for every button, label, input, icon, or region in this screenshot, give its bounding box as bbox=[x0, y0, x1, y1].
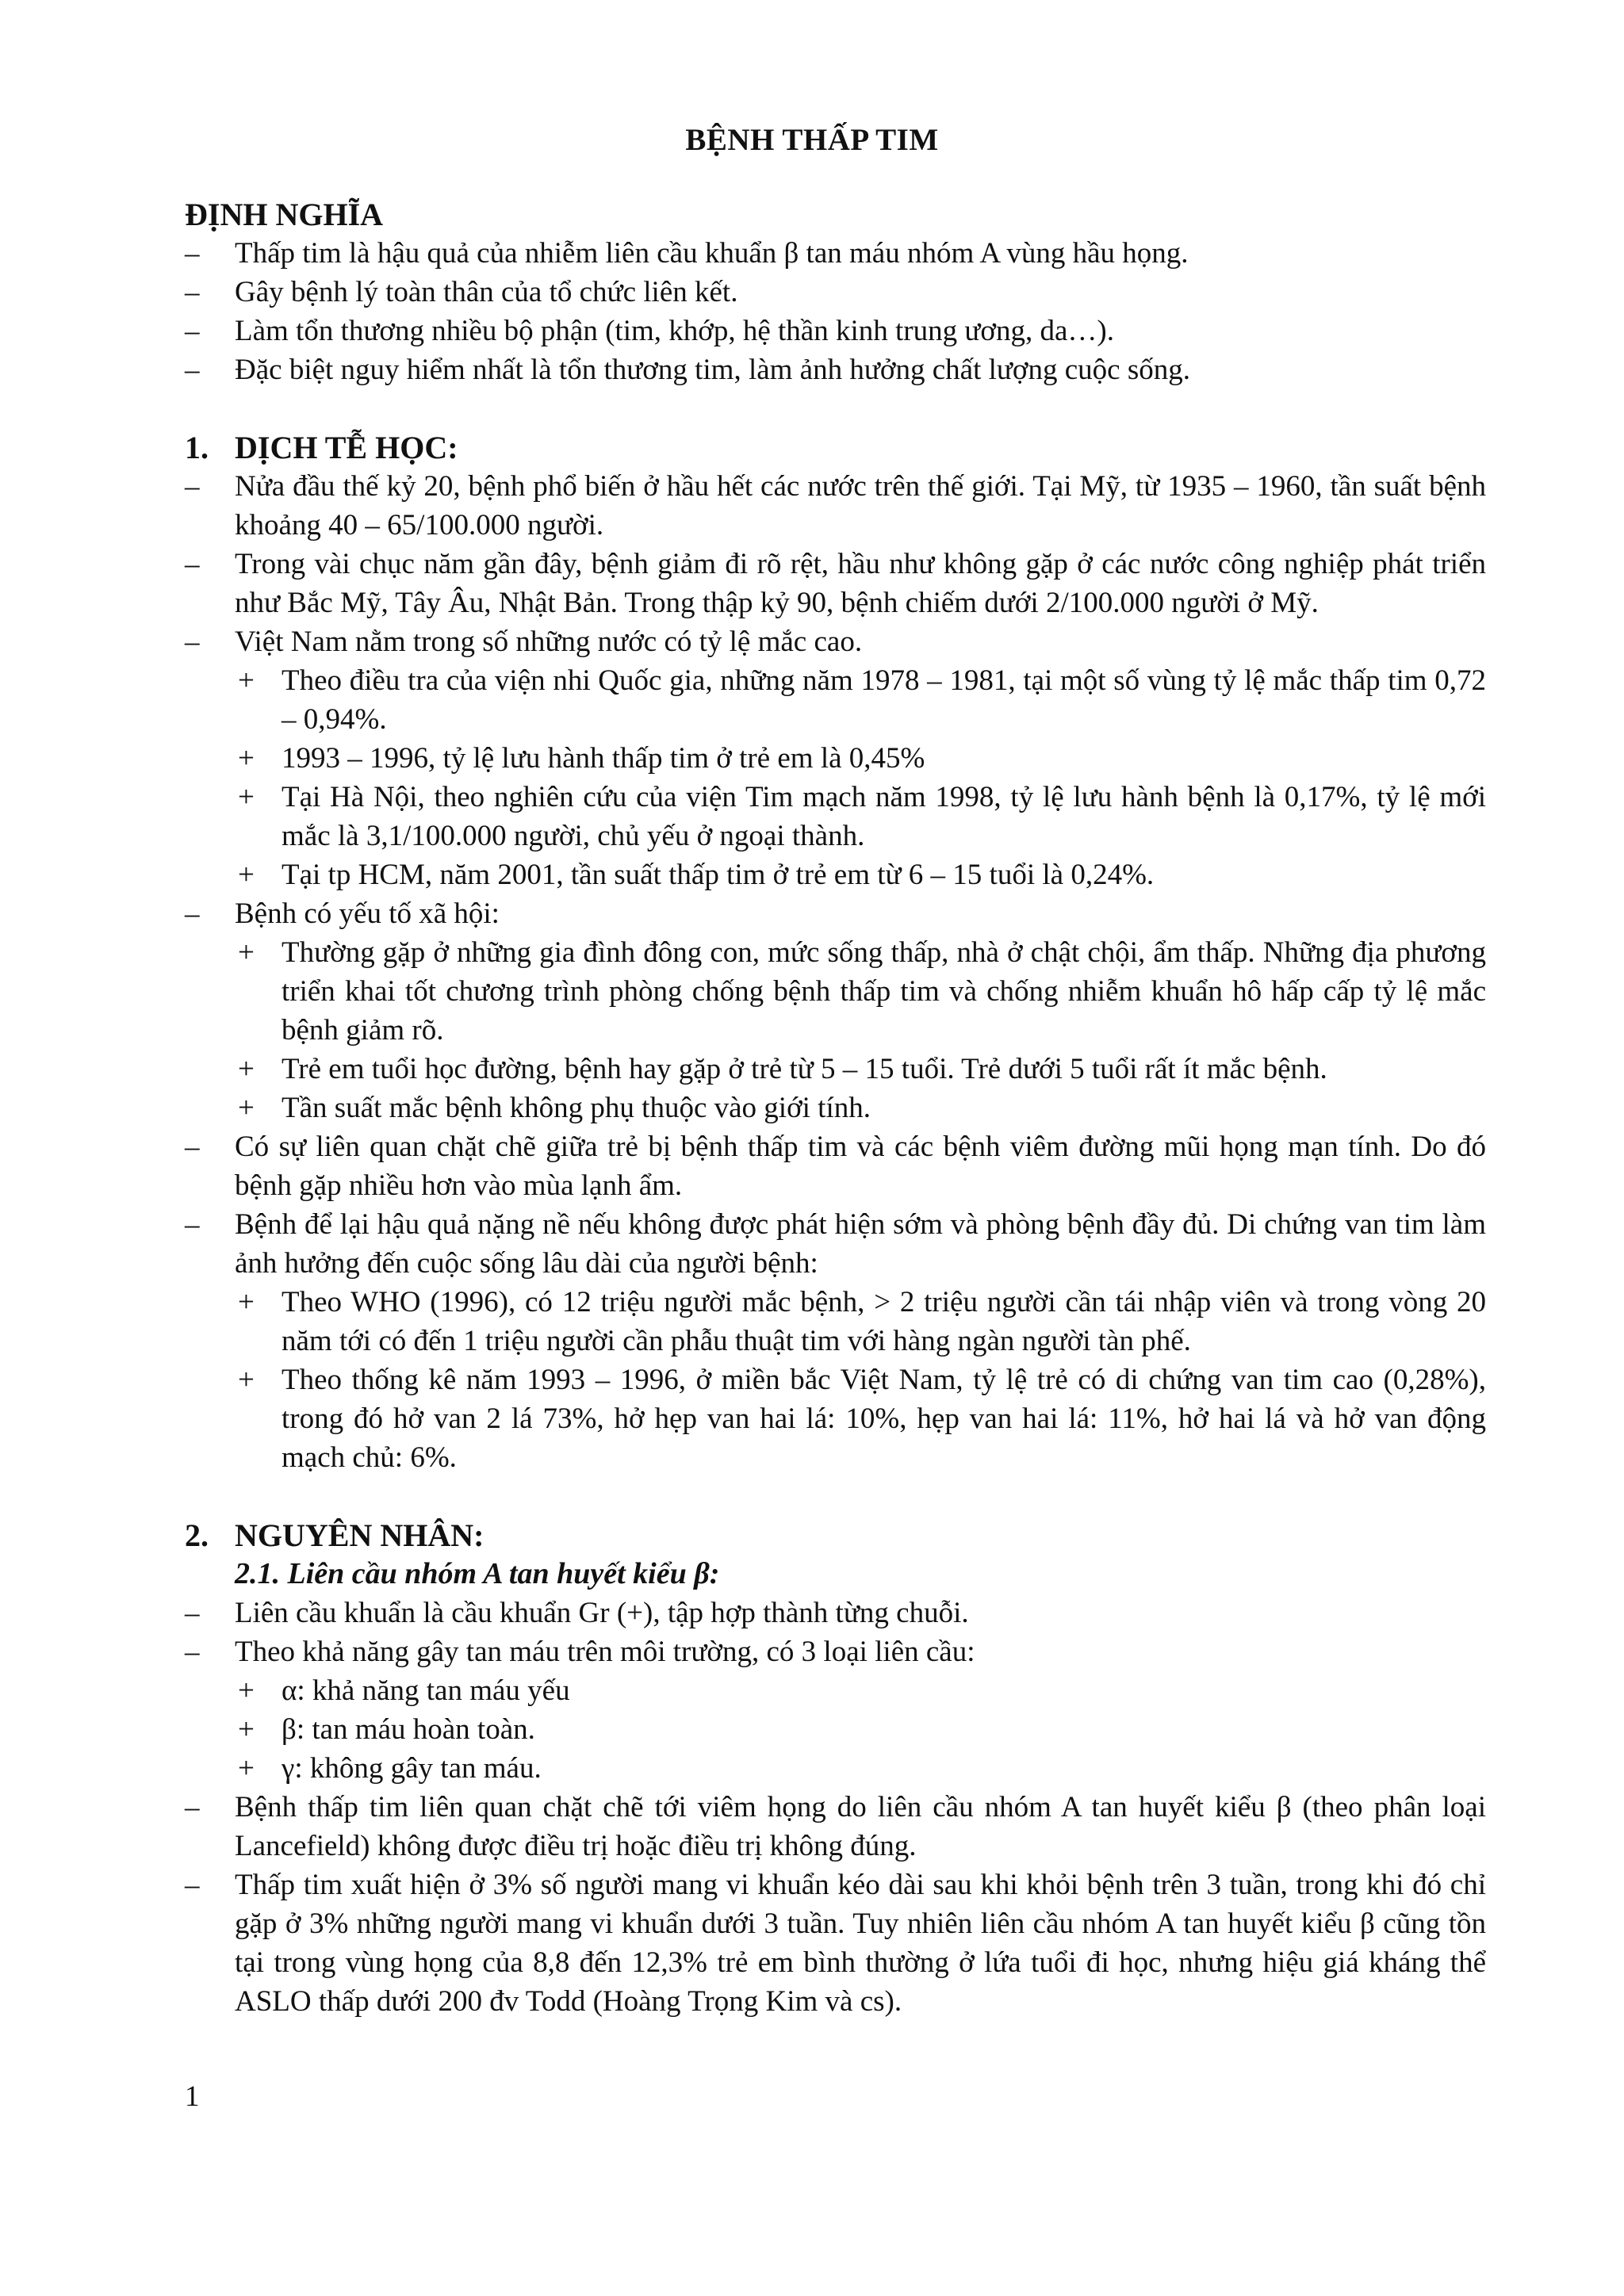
vn-subitem: + Theo điều tra của viện nhi Quốc gia, những năm 1978 – 1981, tại một số vùng tỷ lệ mắc thấp tim 0,72 – 0,94%. bbox=[282, 661, 1486, 739]
social-subitem: + Thường gặp ở những gia đình đông con, mức sống thấp, nhà ở chật chội, ẩm thấp. Những địa phương triển khai tốt chương trình phòng chống bệnh thấp tim và chống nhiễm khuẩn hô hấp cấp tỷ lệ mắc bệnh giảm rõ. bbox=[282, 933, 1486, 1050]
dash-marker: – bbox=[185, 470, 200, 503]
dash-marker: – bbox=[185, 548, 200, 580]
definition-item: – Đặc biệt nguy hiểm nhất là tổn thương tim, làm ảnh hưởng chất lượng cuộc sống. bbox=[235, 350, 1486, 389]
definition-item: – Thấp tim là hậu quả của nhiễm liên cầu khuẩn β tan máu nhóm A vùng hầu họng. bbox=[235, 234, 1486, 273]
social-subitem: + Trẻ em tuổi học đường, bệnh hay gặp ở trẻ từ 5 – 15 tuổi. Trẻ dưới 5 tuổi rất ít mắc bệnh. bbox=[282, 1050, 1486, 1089]
dash-marker: – bbox=[185, 626, 200, 658]
plus-marker: + bbox=[238, 1092, 255, 1124]
plus-marker: + bbox=[238, 781, 255, 813]
dash-marker: – bbox=[185, 1869, 200, 1901]
plus-marker: + bbox=[238, 936, 255, 969]
vn-subitem: + Tại Hà Nội, theo nghiên cứu của viện Tim mạch năm 1998, tỷ lệ lưu hành bệnh là 0,17%, tỷ lệ mới mắc là 3,1/100.000 người, chủ yếu ở ngoại thành. bbox=[282, 778, 1486, 855]
dash-marker: – bbox=[185, 354, 200, 386]
plus-marker: + bbox=[238, 1713, 255, 1746]
streptococcus-type: + γ: không gây tan máu. bbox=[282, 1749, 1486, 1788]
sequelae-item: – Bệnh để lại hậu quả nặng nề nếu không được phát hiện sớm và phòng bệnh đầy đủ. Di chứng van tim làm ảnh hưởng đến cuộc sống lâu dài của người bệnh: bbox=[235, 1205, 1486, 1283]
dash-marker: – bbox=[185, 1791, 200, 1823]
sequelae-subitem: + Theo thống kê năm 1993 – 1996, ở miền bắc Việt Nam, tỷ lệ trẻ có di chứng van tim cao (0,28%), trong đó hở van 2 lá 73%, hở hẹp van hai lá: 10%, hẹp van hai lá: 11%, hở hai lá và hở van động mạch chủ: 6%. bbox=[282, 1360, 1486, 1477]
section-number: 2. bbox=[185, 1517, 209, 1553]
social-subitem: + Tần suất mắc bệnh không phụ thuộc vào giới tính. bbox=[282, 1089, 1486, 1127]
epidemiology-item: – Việt Nam nằm trong số những nước có tỷ lệ mắc cao. bbox=[235, 622, 1486, 661]
causes-item: – Liên cầu khuẩn là cầu khuẩn Gr (+), tập hợp thành từng chuỗi. bbox=[235, 1594, 1486, 1632]
causes-item: – Theo khả năng gây tan máu trên môi trường, có 3 loại liên cầu: bbox=[235, 1632, 1486, 1671]
dash-marker: – bbox=[185, 315, 200, 347]
dash-marker: – bbox=[185, 897, 200, 930]
dash-marker: – bbox=[185, 276, 200, 308]
definition-item: – Làm tổn thương nhiều bộ phận (tim, khớp, hệ thần kinh trung ương, da…). bbox=[235, 312, 1486, 350]
epidemiology-item: – Trong vài chục năm gần đây, bệnh giảm đi rõ rệt, hầu như không gặp ở các nước công nghiệp phát triển như Bắc Mỹ, Tây Âu, Nhật Bản. Trong thập kỷ 90, bệnh chiếm dưới 2/100.000 người ở Mỹ. bbox=[235, 545, 1486, 622]
vn-subitem: + 1993 – 1996, tỷ lệ lưu hành thấp tim ở trẻ em là 0,45% bbox=[282, 739, 1486, 778]
relation-item: – Có sự liên quan chặt chẽ giữa trẻ bị bệnh thấp tim và các bệnh viêm đường mũi họng mạn tính. Do đó bệnh gặp nhiều hơn vào mùa lạnh ẩm. bbox=[235, 1127, 1486, 1205]
streptococcus-type: + α: khả năng tan máu yếu bbox=[282, 1671, 1486, 1710]
plus-marker: + bbox=[238, 742, 255, 775]
plus-marker: + bbox=[238, 664, 255, 697]
page-title: BỆNH THẤP TIM bbox=[685, 123, 939, 157]
section-number: 1. bbox=[185, 430, 209, 465]
page-number: 1 bbox=[185, 2080, 200, 2113]
causes-item: – Thấp tim xuất hiện ở 3% số người mang vi khuẩn kéo dài sau khi khỏi bệnh trên 3 tuần, trong khi đó chỉ gặp ở 3% những người mang vi khuẩn dưới 3 tuần. Tuy nhiên liên cầu nhóm A tan huyết kiểu β cũng tồn tại trong vùng họng của 8,8 đến 12,3% trẻ em bình thường ở lứa tuổi đi học, nhưng hiệu giá kháng thể ASLO thấp dưới 200 đv Todd (Hoàng Trọng Kim và cs). bbox=[235, 1866, 1486, 2021]
plus-marker: + bbox=[238, 1286, 255, 1318]
definition-item: – Gây bệnh lý toàn thân của tổ chức liên kết. bbox=[235, 273, 1486, 312]
sequelae-subitem: + Theo WHO (1996), có 12 triệu người mắc bệnh, > 2 triệu người cần tái nhập viên và trong vòng 20 năm tới có đến 1 triệu người cần phẫu thuật tim với hàng ngàn người tàn phế. bbox=[282, 1283, 1486, 1360]
streptococcus-type: + β: tan máu hoàn toàn. bbox=[282, 1710, 1486, 1749]
causes-subheading: 2.1. Liên cầu nhóm A tan huyết kiểu β: bbox=[235, 1557, 720, 1590]
dash-marker: – bbox=[185, 1208, 200, 1241]
dash-marker: – bbox=[185, 1636, 200, 1668]
dash-marker: – bbox=[185, 1131, 200, 1163]
plus-marker: + bbox=[238, 859, 255, 891]
dash-marker: – bbox=[185, 237, 200, 270]
epidemiology-heading: 1. DỊCH TỄ HỌC: bbox=[185, 430, 458, 465]
epidemiology-item: – Nửa đầu thế kỷ 20, bệnh phổ biến ở hầu hết các nước trên thế giới. Tại Mỹ, từ 1935 – 1960, tần suất bệnh khoảng 40 – 65/100.000 người. bbox=[235, 467, 1486, 545]
vn-subitem: + Tại tp HCM, năm 2001, tần suất thấp tim ở trẻ em từ 6 – 15 tuổi là 0,24%. bbox=[282, 855, 1486, 894]
causes-item: – Bệnh thấp tim liên quan chặt chẽ tới viêm họng do liên cầu nhóm A tan huyết kiểu β (theo phân loại Lancefield) không được điều trị hoặc điều trị không đúng. bbox=[235, 1788, 1486, 1866]
plus-marker: + bbox=[238, 1053, 255, 1085]
social-factor-item: – Bệnh có yếu tố xã hội: bbox=[235, 894, 1486, 933]
plus-marker: + bbox=[238, 1752, 255, 1785]
dash-marker: – bbox=[185, 1597, 200, 1629]
causes-heading: 2. NGUYÊN NHÂN: bbox=[185, 1517, 485, 1553]
document-body bbox=[0, 195, 1624, 2021]
definition-heading: ĐỊNH NGHĨA bbox=[185, 197, 384, 232]
plus-marker: + bbox=[238, 1674, 255, 1707]
plus-marker: + bbox=[238, 1364, 255, 1396]
